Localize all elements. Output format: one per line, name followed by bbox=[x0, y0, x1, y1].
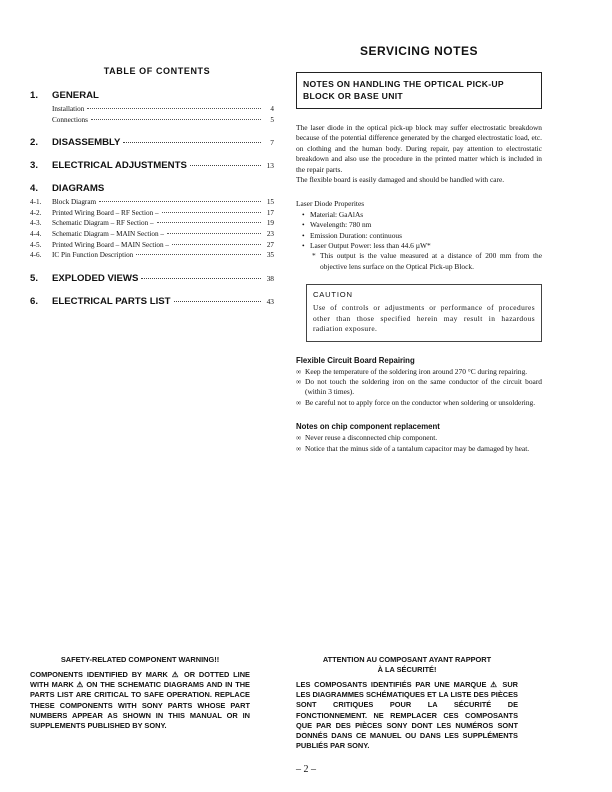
paragraph-flexible-board: The flexible board is easily damaged and should be handled with care. bbox=[296, 175, 505, 185]
warning-body: LES COMPOSANTS IDENTIFIÉS PAR UNE MARQUE ⚠ SUR LES DIAGRAMMES SCHÉMATIQUES ET LA LISTE DES PIÈCES SONT CRITIQUES POUR LA SÉCURITÉ DE FONCTIONNEMENT. NE REMPLACER CES COMPOSANTS QUE PAR DES PIÈCES SONY DONT LES NUMÉROS SONT DONNÉS DANS CE MANUEL OU DANS LES SUPPLÉMENTS PUBLIÉS PAR SONY. bbox=[296, 680, 518, 751]
list-item bbox=[296, 444, 542, 454]
chip-replacement-list bbox=[296, 433, 542, 454]
toc-item-page: 19 bbox=[266, 219, 274, 228]
safety-warning-french bbox=[296, 655, 518, 751]
dot-leader bbox=[157, 222, 261, 223]
toc-section-page: 7 bbox=[270, 138, 274, 148]
infinity-bullet-icon: ∞ bbox=[296, 397, 302, 407]
toc-item-label: Printed Wiring Board – MAIN Section – bbox=[52, 240, 169, 249]
toc-section-disassembly[interactable] bbox=[30, 137, 274, 148]
dot-leader bbox=[87, 108, 261, 109]
list-item-text: Be careful not to apply force on the conductor when soldering or unsoldering. bbox=[305, 397, 536, 407]
warning-title-line: ATTENTION AU COMPOSANT AYANT RAPPORT bbox=[322, 655, 492, 664]
toc-item-block-diagram[interactable] bbox=[30, 197, 274, 208]
dot-leader bbox=[91, 119, 261, 120]
chip-replacement-heading: Notes on chip component replacement bbox=[296, 422, 440, 432]
toc-section-number: 5. bbox=[30, 272, 39, 284]
list-item: • Emission Duration: continuous bbox=[296, 231, 542, 241]
infinity-bullet-icon: ∞ bbox=[296, 376, 302, 386]
toc-item-schematic-rf[interactable] bbox=[30, 218, 274, 229]
warning-body: COMPONENTS IDENTIFIED BY MARK ⚠ OR DOTTED LINE WITH MARK ⚠ ON THE SCHEMATIC DIAGRAMS AND IN THE PARTS LIST ARE CRITICAL TO SAFE OPERATION. REPLACE THESE COMPONENTS WITH SONY PARTS WHOSE PART NUMBERS APPEAR AS SHOWN IN THIS MANUAL OR IN SUPPLEMENTS PUBLISHED BY SONY. bbox=[30, 670, 250, 731]
infinity-bullet-icon: ∞ bbox=[296, 443, 302, 453]
dot-leader bbox=[162, 212, 261, 213]
toc-item-number: 4-5. bbox=[30, 240, 42, 249]
list-item-text: Do not touch the soldering iron on the same conductor of the circuit board (within 3 times). bbox=[305, 376, 542, 397]
laser-output-footnote bbox=[296, 251, 542, 272]
toc-item-page: 15 bbox=[266, 198, 274, 207]
toc-section-title: ELECTRICAL ADJUSTMENTS bbox=[52, 160, 187, 172]
toc-section-page: 43 bbox=[266, 296, 274, 306]
toc-item-page: 35 bbox=[266, 251, 274, 260]
table-of-contents bbox=[30, 66, 274, 319]
flex-board-list bbox=[296, 367, 542, 409]
toc-section-electrical-parts-list[interactable] bbox=[30, 296, 274, 307]
toc-title: TABLE OF CONTENTS bbox=[103, 66, 211, 76]
toc-item-label: Block Diagram bbox=[52, 198, 97, 207]
list-item-text: Keep the temperature of the soldering iron around 270 °C during repairing. bbox=[305, 366, 528, 376]
toc-item-connections[interactable] bbox=[30, 115, 274, 126]
toc-item-label: Printed Wiring Board – RF Section – bbox=[52, 208, 159, 217]
toc-item-number: 4-3. bbox=[30, 219, 42, 228]
toc-section-title: EXPLODED VIEWS bbox=[52, 272, 139, 284]
toc-section-exploded-views[interactable] bbox=[30, 273, 274, 284]
toc-item-page: 4 bbox=[270, 105, 274, 113]
warning-title bbox=[296, 655, 518, 675]
footnote-text: This output is the value measured at a distance of 200 mm from the objective lens surface on the Optical Pick-up Block. bbox=[320, 251, 542, 271]
toc-item-label: Connections bbox=[52, 115, 88, 124]
list-item bbox=[296, 398, 542, 408]
toc-section-number: 6. bbox=[30, 295, 39, 307]
dot-leader bbox=[99, 201, 261, 202]
dot-leader bbox=[172, 244, 261, 245]
toc-section-number: 1. bbox=[30, 90, 39, 101]
list-item: • Material: GaAlAs bbox=[296, 210, 542, 220]
list-item bbox=[296, 433, 542, 443]
infinity-bullet-icon: ∞ bbox=[296, 366, 302, 376]
toc-item-number: 4-6. bbox=[30, 251, 42, 260]
caution-text: Use of controls or adjustments or performance of procedures other than those specified herein may result in hazardous radiation exposure. bbox=[313, 303, 535, 334]
toc-section-page: 38 bbox=[266, 273, 274, 283]
list-item-text: Never reuse a disconnected chip component. bbox=[305, 433, 438, 443]
dot-leader bbox=[174, 301, 261, 302]
toc-item-number: 4-2. bbox=[30, 208, 42, 217]
toc-section-title[interactable]: GENERAL bbox=[52, 90, 99, 101]
caution-box bbox=[306, 284, 542, 341]
toc-section-number: 3. bbox=[30, 160, 39, 172]
infinity-bullet-icon: ∞ bbox=[296, 433, 302, 443]
list-item bbox=[296, 367, 542, 377]
toc-section-title: DISASSEMBLY bbox=[52, 137, 121, 149]
dot-leader bbox=[123, 142, 261, 143]
toc-item-pwb-main[interactable] bbox=[30, 240, 274, 251]
laser-properties-heading: Laser Diode Properites bbox=[296, 199, 365, 209]
optical-pickup-notes-box: NOTES ON HANDLING THE OPTICAL PICK-UP BLOCK OR BASE UNIT bbox=[296, 72, 542, 109]
toc-item-number: 4-4. bbox=[30, 229, 42, 238]
dot-leader bbox=[141, 278, 261, 279]
list-item: • Wavelength: 780 nm bbox=[296, 220, 542, 230]
toc-item-schematic-main[interactable] bbox=[30, 229, 274, 240]
toc-section-diagrams bbox=[30, 183, 274, 261]
page-number: – 2 – bbox=[296, 764, 316, 775]
dot-leader bbox=[190, 165, 261, 166]
dot-leader bbox=[167, 233, 261, 234]
laser-properties-list bbox=[296, 210, 542, 252]
flex-board-heading: Flexible Circuit Board Repairing bbox=[296, 355, 415, 365]
list-item bbox=[296, 377, 542, 398]
servicing-notes-title: SERVICING NOTES bbox=[360, 44, 478, 58]
caution-title: CAUTION bbox=[313, 290, 353, 300]
list-item: • Laser Output Power: less than 44.6 µW* bbox=[296, 241, 542, 251]
servicing-notes bbox=[296, 44, 542, 454]
toc-section-title[interactable]: DIAGRAMS bbox=[52, 183, 105, 195]
laser-diode-paragraph bbox=[296, 123, 542, 185]
toc-item-label: Installation bbox=[52, 105, 85, 113]
asterisk-marker: * bbox=[312, 251, 316, 261]
toc-item-pwb-rf[interactable] bbox=[30, 208, 274, 219]
toc-item-ic-pin-function[interactable] bbox=[30, 250, 274, 261]
toc-item-installation[interactable] bbox=[30, 104, 274, 115]
toc-item-page: 23 bbox=[266, 229, 274, 238]
toc-section-title: ELECTRICAL PARTS LIST bbox=[52, 295, 171, 307]
dot-leader bbox=[136, 254, 261, 255]
toc-section-electrical-adjustments[interactable] bbox=[30, 160, 274, 171]
toc-section-number: 2. bbox=[30, 137, 39, 149]
warning-title: SAFETY-RELATED COMPONENT WARNING!! bbox=[60, 655, 220, 664]
toc-item-number: 4-1. bbox=[30, 198, 42, 207]
toc-item-page: 27 bbox=[266, 240, 274, 249]
toc-section-number: 4. bbox=[30, 183, 39, 195]
toc-section-general bbox=[30, 90, 274, 125]
toc-item-label: Schematic Diagram – RF Section – bbox=[52, 219, 154, 228]
toc-item-label: IC Pin Function Description bbox=[52, 251, 134, 260]
warning-title-line: À LA SÉCURITÉ! bbox=[377, 665, 437, 674]
toc-section-page: 13 bbox=[266, 161, 274, 171]
toc-item-label: Schematic Diagram – MAIN Section – bbox=[52, 229, 164, 238]
toc-item-page: 5 bbox=[270, 115, 274, 124]
safety-warning-english bbox=[30, 655, 250, 731]
toc-item-page: 17 bbox=[266, 208, 274, 217]
paragraph-electrostatic: The laser diode in the optical pick-up block may suffer electrostatic breakdown because of the potential difference generated by the charged electrostatic load, etc. on clothing and the human body. During repair, pay attention to electrostatic breakdown and also use the procedure in the printed matter which is included in the repair parts. bbox=[296, 123, 542, 174]
list-item-text: Notice that the minus side of a tantalum capacitor may be damaged by heat. bbox=[305, 443, 530, 453]
